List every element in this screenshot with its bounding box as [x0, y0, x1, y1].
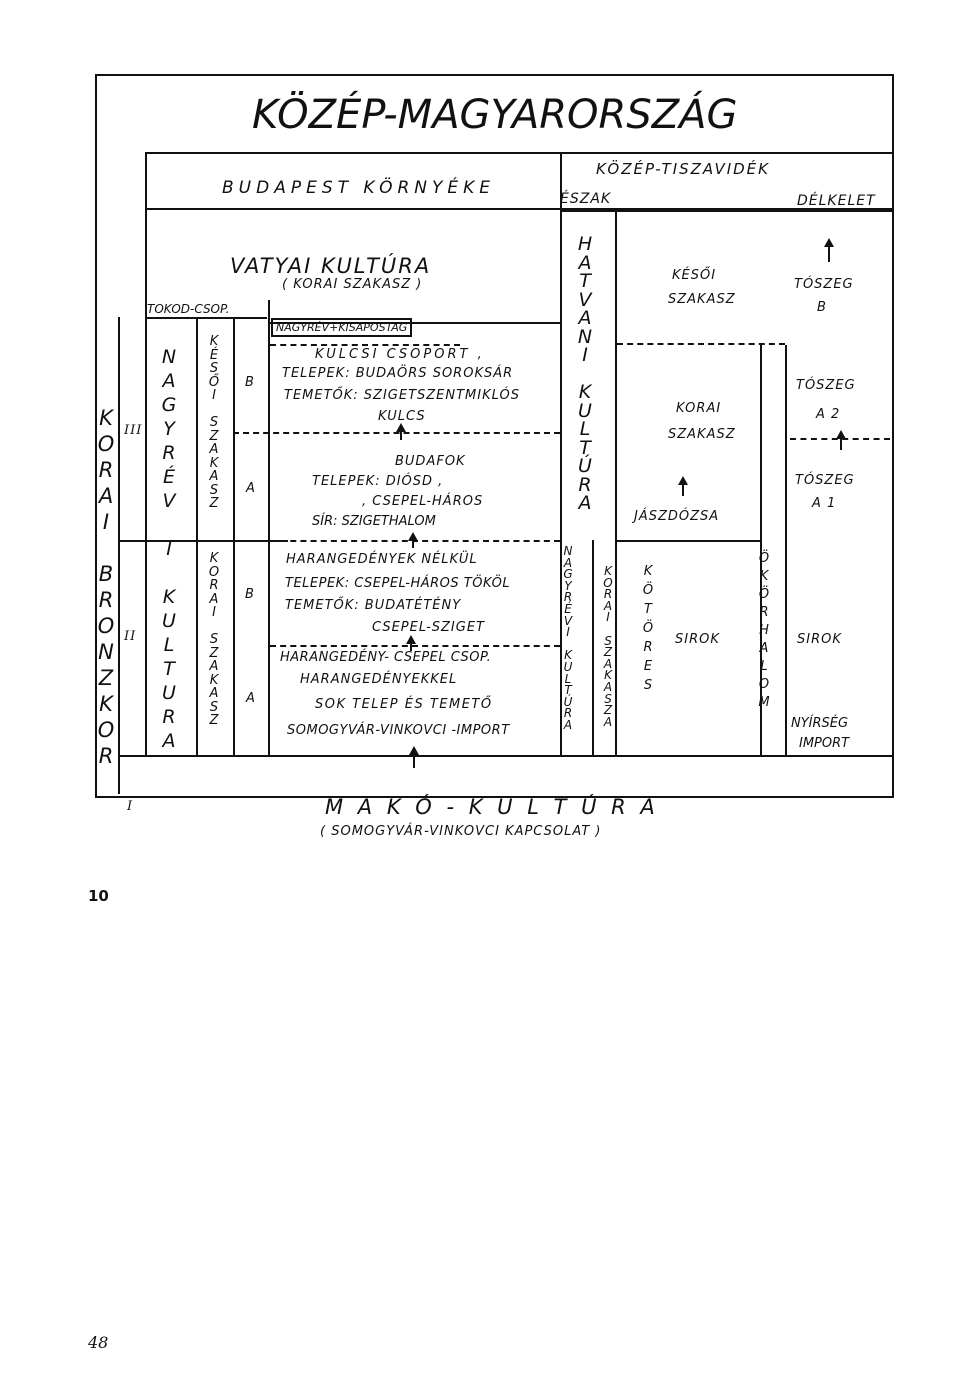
import-label: IMPORT [799, 736, 850, 751]
nagyrevi-kultura-column: N A G Y R É V I K U L T U R A [161, 346, 177, 752]
sirok-east: SIROK [675, 632, 720, 647]
szakasz-korai: SZAKASZ [668, 427, 736, 442]
dashed-kesoi [617, 343, 785, 345]
telepek-diosd: TELEPEK: DIÓSD , [312, 474, 444, 489]
rule-below-title [145, 152, 892, 154]
period-iii: III [124, 423, 143, 438]
korai-szakasz-column: K O R A I S Z A K A S Z [208, 551, 220, 728]
rule-v-kesoi [196, 317, 198, 755]
temetok-budateteny: TEMETŐK: BUDATÉTÉNY [285, 598, 462, 613]
phase-b-ii: B [245, 587, 255, 602]
arrow-kulcs [400, 425, 402, 440]
page-number-bold: 10 [88, 887, 109, 905]
arrow-csepel-sziget [410, 637, 412, 651]
arrow-import-mako [413, 748, 415, 768]
toszeg-a1: TÓSZEG [795, 473, 855, 488]
harangedenyekkel: HARANGEDÉNYEKKEL [300, 672, 458, 687]
mako-somogyvar-kapcsolat: ( SOMOGYVÁR-VINKOVCI KAPCSOLAT ) [320, 824, 602, 839]
koraibronzkor-column: K O R A I B R O N Z K O R [97, 406, 115, 768]
kulcsi-csoport: KULCSI CSOPORT , [315, 347, 485, 362]
csepel-haros-iii: , CSEPEL-HÁROS [362, 494, 484, 509]
sok-telep-es-temeto: SOK TELEP ÉS TEMETŐ [315, 697, 493, 712]
rule-v-hatvan-inner [592, 540, 594, 755]
rule-v-left-k [118, 317, 120, 794]
somogyvar-vinkovci-import: SOMOGYVÁR-VINKOVCI -IMPORT [287, 723, 510, 738]
jaszdozsa: JÁSZDÓZSA [634, 509, 720, 524]
arrow-toszeg-a2 [840, 432, 842, 450]
rule-below-sub-eszak [560, 210, 892, 212]
rule-v-period [145, 152, 147, 755]
dashed-kulcs [233, 432, 560, 434]
tokod-csoport: TOKOD-CSOP. [147, 302, 230, 316]
nagyrev-kisapostag: NAGYRÉV+KISAPOSTAG [271, 318, 412, 337]
korai-szakasz-hatvan-column: K O R A I S Z A K A S Z A [603, 564, 613, 729]
nyirseg: NYÍRSÉG [791, 716, 849, 731]
period-i: I [127, 799, 134, 814]
rule-v-delkelet [785, 345, 787, 755]
koros-column: K Ö T Ö R E S [642, 564, 654, 693]
mako-kultura: M A K Ó - K U L T Ú R A [325, 795, 659, 819]
rule-v-center [268, 300, 270, 755]
temetok-szigetszentmiklos: TEMETŐK: SZIGETSZENTMIKLÓS [284, 388, 520, 403]
toszeg-a2: TÓSZEG [796, 378, 856, 393]
rule-phase-iii-ii [118, 540, 288, 542]
kulcs: KULCS [378, 409, 426, 424]
csepel-sziget: CSEPEL-SZIGET [372, 620, 485, 635]
phase-b-iii: B [245, 375, 255, 390]
rule-east-iii-ii [615, 540, 760, 542]
rule-mako-top [118, 755, 892, 757]
kesoi-szakasz-column: K É S Ő I S Z A K A S Z [208, 334, 220, 511]
phase-a-ii: A [246, 691, 256, 706]
toszeg-a1-label: A 1 [812, 496, 837, 511]
period-ii: II [124, 629, 137, 644]
sub-eszak: ÉSZAK [560, 191, 612, 207]
vatyai-korai-szakasz: ( KORAI SZAKASZ ) [282, 277, 423, 292]
region-kozep-tiszavidek: KÖZÉP-TISZAVIDÉK [596, 160, 770, 178]
vatyai-kultura: VATYAI KULTÚRA [230, 254, 432, 278]
sir-szigethalom: SÍR: SZIGETHALOM [312, 514, 436, 529]
diagram-title: KÖZÉP-MAGYARORSZÁG [252, 92, 738, 138]
korai-label: KORAI [676, 401, 722, 416]
sub-delkelet: DÉLKELET [797, 193, 876, 209]
telepek-csepel-haros-tokol: TELEPEK: CSEPEL-HÁROS TÖKÖL [285, 576, 511, 591]
hatvani-kultura-column: H A T V A N I K U L T Ú R A [577, 233, 593, 514]
phase-a-iii: A [246, 481, 256, 496]
region-budapest-kornyeke: BUDAPEST KÖRNYÉKE [222, 178, 496, 198]
harangedenyek-nelkul: HARANGEDÉNYEK NÉLKÜL [286, 552, 478, 567]
nagyrevi-kultura-hatvan-column: N A G Y R É V I K U L T Ú R A [563, 544, 573, 732]
dashed-nagyrev-kisapostag [270, 344, 460, 346]
rule-v-ab [233, 317, 235, 755]
kesoi-label: KÉSŐI [672, 268, 717, 283]
budafok: BUDAFOK [395, 454, 466, 469]
toszeg-a2-label: A 2 [816, 407, 841, 422]
arrow-jaszdozsa [682, 478, 684, 496]
rule-tokod [145, 317, 267, 319]
harangedeny-csepel-csoport: HARANGEDÉNY- CSEPEL CSOP. [280, 650, 492, 665]
toszeg-b: TÓSZEG [794, 277, 854, 292]
szakasz-kesoi: SZAKASZ [668, 292, 736, 307]
sirok-delkelet: SIROK [797, 632, 842, 647]
page-number-italic: 48 [88, 1333, 109, 1352]
arrow-toszeg-b [828, 240, 830, 262]
toszeg-b-letter: B [817, 300, 827, 315]
arrow-szigethalom [412, 534, 414, 548]
okorhalom-column: Ö K Ö R H A L O M [758, 551, 770, 710]
telepek-budaors-soroksar: TELEPEK: BUDAÖRS SOROKSÁR [282, 366, 514, 381]
dashed-csepel-sziget [270, 645, 560, 647]
